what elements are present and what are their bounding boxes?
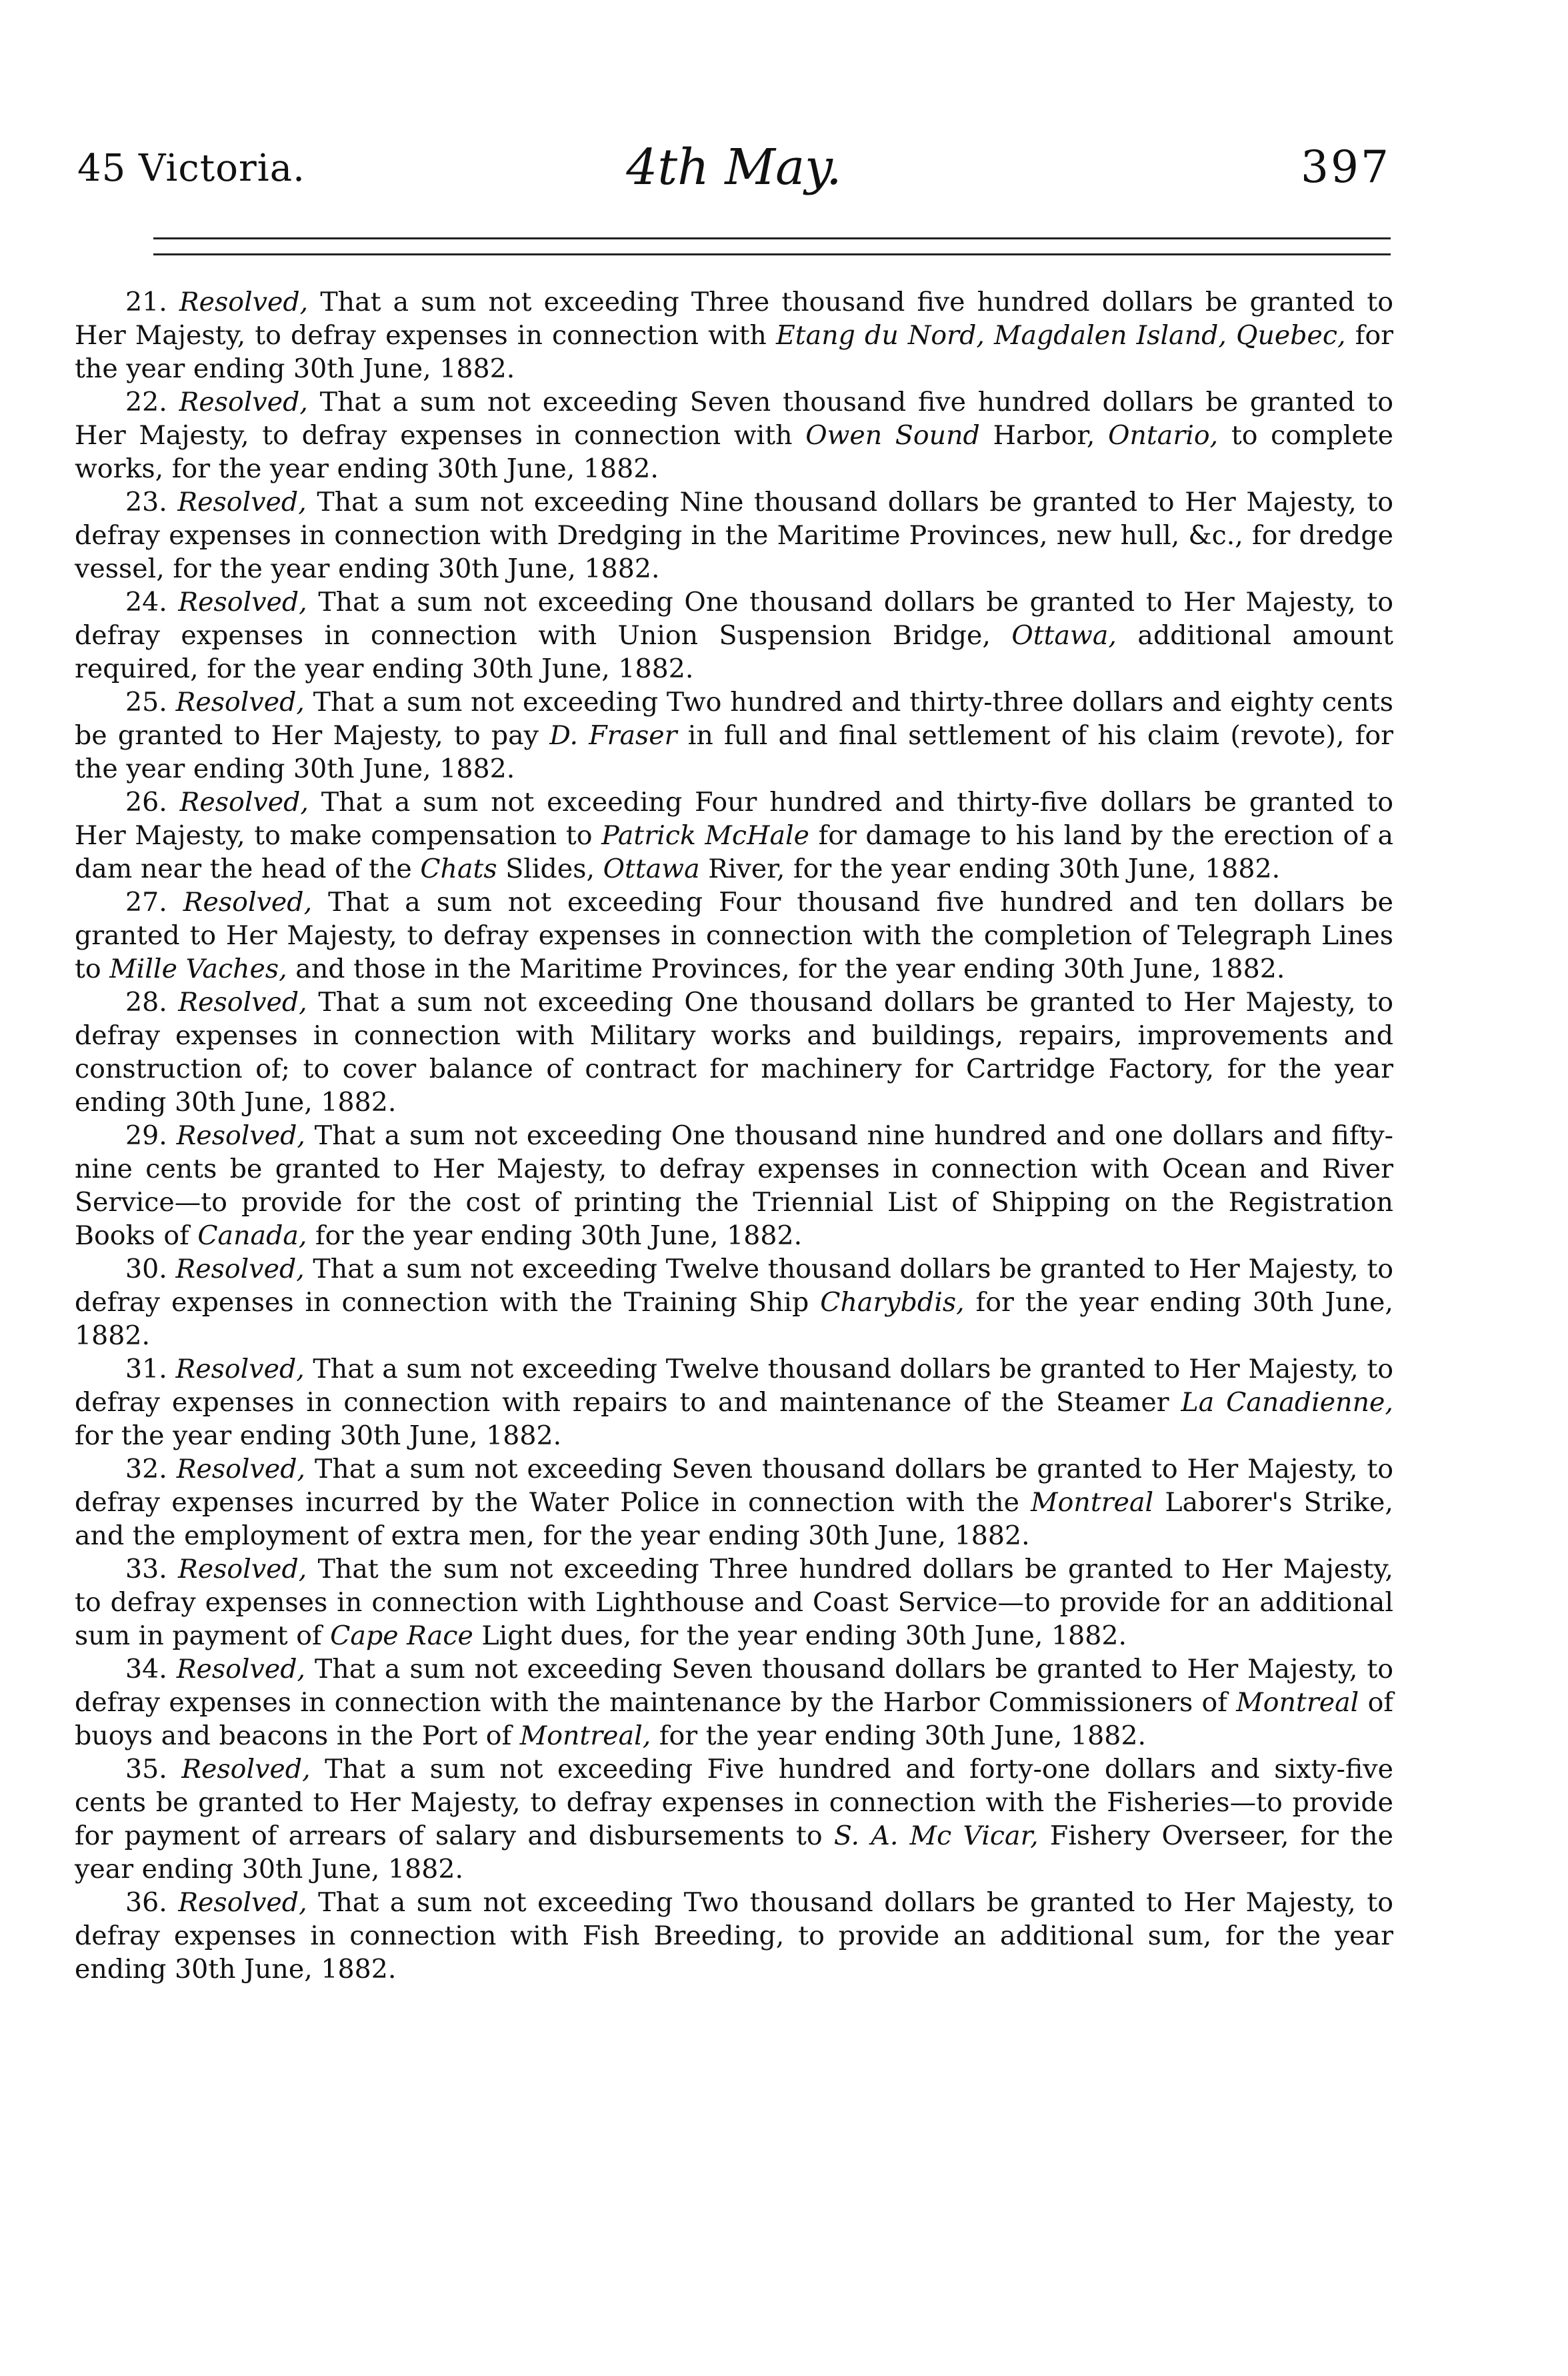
resolution-33: 33. Resolved, That the sum not exceeding Three hundred dollars be granted to Her Majesty, to defray expenses in connection with Lighthouse and Coast Service—to provide for an additional sum in payment of Cape Race Light dues, for the year ending 30th June, 1882. (75, 1554, 1393, 1651)
resolution-28: 28. Resolved, That a sum not exceeding One thousand dollars be granted to Her Majesty, to defray expenses in connection with Military works and buildings, repairs, improvements and construction of; to cover balance of contract for machinery for Cartridge Factory, for the year ending 30th June, 1882. (75, 987, 1393, 1118)
resolution-34: 34. Resolved, That a sum not exceeding Seven thousand dollars be granted to Her Majesty, to defray expenses in connection with the maintenance by the Harbor Commissioners of Montreal of buoys and beacons in the Port of Montreal, for the year ending 30th June, 1882. (75, 1654, 1394, 1751)
resolution-32: 32. Resolved, That a sum not exceeding Seven thousand dollars be granted to Her Majesty, to defray expenses incurred by the Water Police in connection with the Montreal Laborer's Strike, and the employment of extra men, for the year ending 30th June, 1882. (75, 1454, 1394, 1551)
resolution-27: 27. Resolved, That a sum not exceeding Four thousand five hundred and ten dollars be granted to Her Majesty, to defray expenses in connection with the completion of Telegraph Lines to Mille Vaches, and those in the Maritime Provinces, for the year ending 30th June, 1882. (75, 887, 1394, 984)
page-number: 397 (1301, 141, 1391, 193)
resolution-22: 22. Resolved, That a sum not exceeding Seven thousand five hundred dollars be granted to Her Majesty, to defray expenses in connection with Owen Sound Harbor, Ontario, to complete works, for the year ending 30th June, 1882. (75, 387, 1394, 484)
resolution-26: 26. Resolved, That a sum not exceeding Four hundred and thirty-five dollars be granted to Her Majesty, to make compensation to Patrick McHale for damage to his land by the erection of a dam near the head of the Chats Slides, Ottawa River, for the year ending 30th June, 1882. (75, 787, 1394, 884)
resolution-30: 30. Resolved, That a sum not exceeding Twelve thousand dollars be granted to Her Majesty, to defray expenses in connection with the Training Ship Charybdis, for the year ending 30th June, 1882. (75, 1254, 1393, 1351)
resolution-31: 31. Resolved, That a sum not exceeding Twelve thousand dollars be granted to Her Majesty, to defray expenses in connection with repairs to and maintenance of the Steamer La Canadienne, for the year ending 30th June, 1882. (75, 1354, 1393, 1451)
regnal-year-label: 45 Victoria. (77, 147, 305, 190)
resolution-35: 35. Resolved, That a sum not exceeding Five hundred and forty-one dollars and sixty-five cents be granted to Her Majesty, to defray expenses in connection with the Fisheries—to provide for payment of arrears of salary and disbursements to S. A. Mc Vicar, Fishery Overseer, for the year ending 30th June, 1882. (75, 1754, 1393, 1885)
header-rule-top (153, 237, 1391, 239)
page-header (77, 133, 1391, 207)
resolution-29: 29. Resolved, That a sum not exceeding One thousand nine hundred and one dollars and fifty-nine cents be granted to Her Majesty, to defray expenses in connection with Ocean and River Service—to provide for the cost of printing the Triennial List of Shipping on the Registration Books of Canada, for the year ending 30th June, 1882. (75, 1120, 1393, 1251)
resolution-25: 25. Resolved, That a sum not exceeding Two hundred and thirty-three dollars and eighty cents be granted to Her Majesty, to pay D. Fraser in full and final settlement of his claim (revote), for the year ending 30th June, 1882. (75, 687, 1394, 784)
resolution-23: 23. Resolved, That a sum not exceeding Nine thousand dollars be granted to Her Majesty, to defray expenses in connection with Dredging in the Maritime Provinces, new hull, &c., for dredge vessel, for the year ending 30th June, 1882. (75, 487, 1394, 584)
resolution-36: 36. Resolved, That a sum not exceeding Two thousand dollars be granted to Her Majesty, to defray expenses in connection with Fish Breeding, to provide an additional sum, for the year ending 30th June, 1882. (75, 1887, 1393, 1985)
resolution-24: 24. Resolved, That a sum not exceeding One thousand dollars be granted to Her Majesty, to defray expenses in connection with Union Suspension Bridge, Ottawa, additional amount required, for the year ending 30th June, 1882. (75, 587, 1393, 684)
page-date-heading: 4th May. (626, 139, 842, 196)
header-rule-bottom (153, 253, 1391, 255)
resolution-21: 21. Resolved, That a sum not exceeding Three thousand five hundred dollars be granted to Her Majesty, to defray expenses in connection with Etang du Nord, Magdalen Island, Quebec, for the year ending 30th June, 1882. (75, 287, 1394, 384)
resolutions-text (75, 285, 1393, 1986)
